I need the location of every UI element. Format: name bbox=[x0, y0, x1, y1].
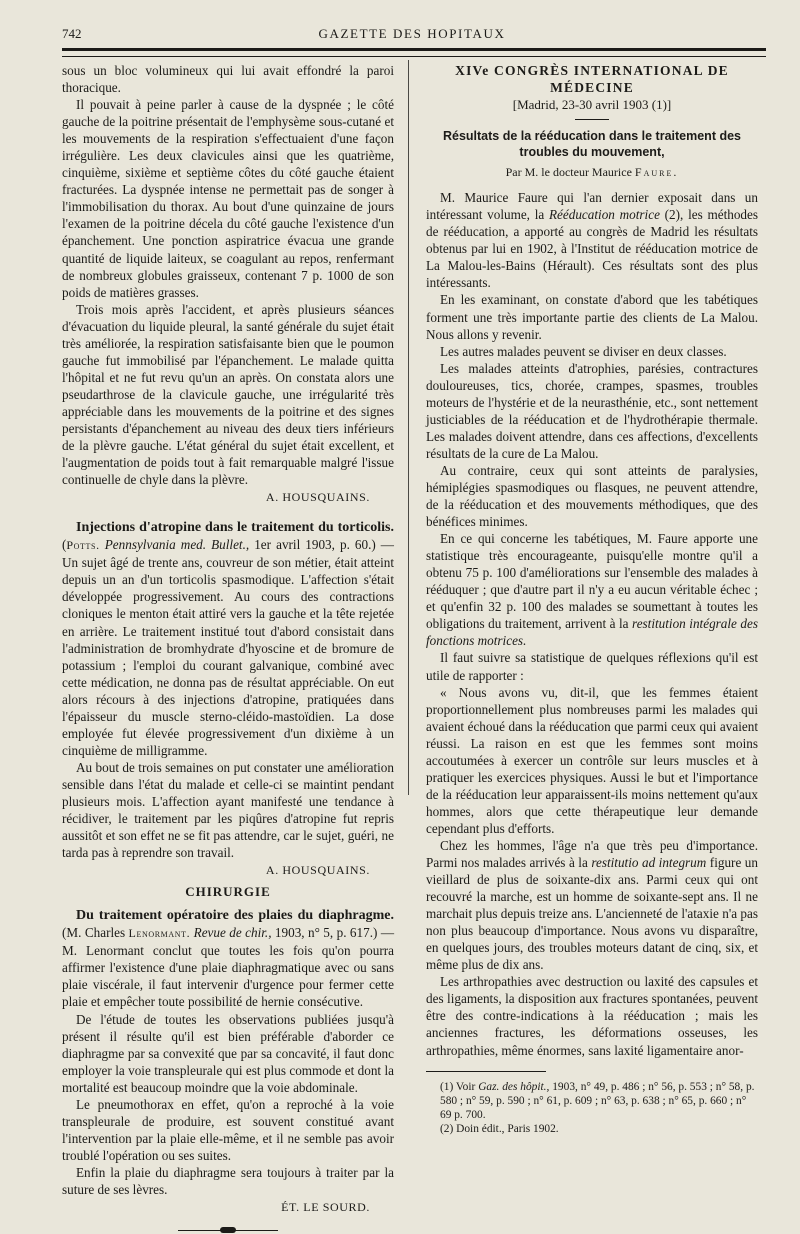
article-atropine: Injections d'atropine dans le traitement du torticolis. (Potts. Pennsylvania med. Bullet., 1er avril 1903, p. 60.) — Un sujet âgé de trente ans, couvreur de son métier, était atteint depuis un an d'un torticolis spasmodique. L'affection s'était développée progressivement. Au cours des contractions cloniques le menton était attiré vers la gauche et la tête rejetée en arrière. Le traitement institué tout d'abord consistait dans l'administration de bromhydrate d'hyoscine et de bromure de potassium ; l'emploi du courant galvanique, combiné avec cette médication, ne donna pas de résultat appréciable. On eut alors récours à des injections d'atropine, pratiquées dans l'épaisseur du muscle sterno-cléido-mastoïdien. La dose employée fut élevée progressivement d'un dixième à un cinquième de milligramme. bbox=[62, 520, 394, 758]
footnote: (2) Doin édit., Paris 1902. bbox=[440, 1122, 559, 1135]
congress-place: [Madrid, 23-30 avril 1903 (1)] bbox=[512, 97, 672, 113]
article-title: Injections d'atropine dans le traitement du torticolis. bbox=[76, 520, 394, 536]
journal-ref: Revue de chir., bbox=[193, 925, 272, 941]
footnotes bbox=[426, 1080, 758, 1136]
right-column bbox=[426, 62, 758, 1136]
paragraph: Enfin la plaie du diaphragme sera toujours à traiter par la suture de ses lèvres. bbox=[62, 1164, 394, 1197]
author-name: Lenormant. bbox=[128, 926, 191, 941]
paragraph: sous un bloc volumineux qui lui avait effondré la paroi thoracique. bbox=[62, 63, 394, 96]
paragraph: Au contraire, ceux qui sont atteints de paralysies, hémiplégies spasmodiques ou flasques, ne peuvent attendre, de la rééducation et des mouvements méthodiques, que des bénéfices minimes. bbox=[426, 462, 758, 530]
paragraph: Il faut suivre sa statistique de quelques réflexions qu'il est utile de rapporter : bbox=[426, 650, 758, 683]
article-title: Du traitement opératoire des plaies du diaphragme. bbox=[76, 908, 394, 924]
congress-title: XIVe CONGRÈS INTERNATIONAL DE MÉDECINE bbox=[455, 63, 729, 96]
paragraph: Les autres malades peuvent se diviser en deux classes. bbox=[440, 343, 727, 359]
article-diaphragme: Du traitement opératoire des plaies du diaphragme. (M. Charles Lenormant. Revue de chir., 1903, n° 5, p. 617.) — M. Lenormant conclut que toutes les fois qu'on pourra affirmer l'existence d'une plaie diaphragmatique avec ou sans plaie viscérale, il faut intervenir d'urgence pour fermer cette plaie et empêcher toute possibilité de hernie consécutive. bbox=[62, 908, 395, 1010]
paragraph: « Nous avons vu, dit-il, que les femmes étaient proportionnellement plus nombreuses parmi les malades qui avaient échoué dans la rééducation que parmi ceux qui avaient réussi. La raison en est que les femmes sont moins accoutumées à exercer un contrôle sur leurs muscles et à pratiquer les exercices physiques. Aussi le but et l'importance de la rééducation leur apparaissent-ils moins nettement qu'aux hommes, alors que cette thérapeutique leur demande cependant plus d'efforts. bbox=[426, 684, 758, 836]
footnote: (1) Voir Gaz. des hôpit., 1903, n° 49, p. 486 ; n° 56, p. 553 ; n° 58, p. 580 ; n° 59, p. 590 ; n° 61, p. 609 ; n° 63, p. 638 ; n° 65, p. 660 ; n° 69 p. 700. bbox=[440, 1080, 755, 1121]
page-number: 742 bbox=[62, 26, 82, 41]
footnote-rule bbox=[426, 1071, 546, 1072]
end-ornament bbox=[178, 1226, 278, 1234]
header-rule-thick bbox=[62, 48, 766, 51]
article-title: Résultats de la rééducation dans le traitement des troubles du mouvement, bbox=[442, 129, 741, 160]
journal-title: GAZETTE DES HOPITAUX bbox=[318, 26, 506, 41]
author-name: Faure. bbox=[634, 165, 679, 180]
signature: A. HOUSQUAINS. bbox=[265, 490, 370, 505]
paragraph: Il pouvait à peine parler à cause de la dyspnée ; le côté gauche de la poitrine présentait de l'emphysème sous-cutané et les mouvements de la respiration s'effectuaient d'une façon irrégulière. Les deux clavicules ainsi que les quatrième, cinquième, sixième et septième côtes du côté gauche étaient fracturées. La dyspnée intense ne permettait pas de songer à l'immobilisation du thorax. Au bout d'une quinzaine de jours l'examen de la poitrine décela du côté gauche l'existence d'un épanchement. Une ponction aspiratrice évacua une grande quantité de liquide laiteux, se coagulant au repos, renfermant de nombreux globules graisseux, contenant 7 p. 1000 de son poids de matières grasses. bbox=[62, 97, 394, 300]
page-header bbox=[62, 26, 762, 46]
paragraph: Les malades atteints d'atrophies, parésies, contractures douloureuses, tics, chorée, crampes, spasmes, troubles moteurs de l'hystérie et de la neurasthénie, etc., sont nettement justiciables de la rééducation et de l'hydrothérapie thermale. Les malades doivent attendre, dans ces affections, d'excellents résultats de la cure de La Malou. bbox=[426, 360, 758, 461]
title-rule bbox=[575, 119, 609, 120]
journal-ref: Pennsylvania med. Bullet., bbox=[104, 537, 250, 553]
header-rule-thin bbox=[62, 56, 766, 57]
paragraph: Le pneumothorax en effet, qu'on a reproché à la voie transpleurale de produire, est souvent constitué avant l'intervention par la plaie elle-même, et il ne semble pas avoir troublé l'opération ou ses suites. bbox=[62, 1096, 394, 1163]
paragraph: En les examinant, on constate d'abord que les tabétiques forment une très importante partie des clients de La Malou. Nous allons y revenir. bbox=[426, 292, 758, 342]
paragraph: Trois mois après l'accident, et après plusieurs séances d'évacuation du liquide pleural, la santé générale du sujet était très améliorée, la respiration satisfaisante bien que le poumon gauche fut immobilisé par l'épanchement. Le malade quitta l'hôpital et ne fut revu qu'un an après. On constata alors une pseudarthrose de la clavicule gauche, une irrégularité très appréciable dans les mouvements de la poitrine et des signes persistants d'épanchement au niveau des deux tiers inférieurs de la plèvre gauche. L'état général du sujet était excellent, et l'augmentation de poids tout à fait remarquable malgré l'issue continuelle de chyle dans la plèvre. bbox=[62, 301, 394, 488]
paragraph: En ce qui concerne les tabétiques, M. Faure apporte une statistique très encourageante, puisqu'elle montre qu'il a obtenu 75 p. 100 d'améliorations sur l'ensemble des malades à rééduquer ; que d'autre part il n'y a eu aucun véritable échec ; et qu'enfin 32 p. 100 des malades se soumettant à toutes les obligations du traitement, arrivent à la restitution intégrale des fonctions motrices. bbox=[426, 531, 759, 649]
paragraph: Chez les hommes, l'âge n'a que très peu d'importance. Parmi nos malades arrivés à la restitutio ad integrum figure un vieillard de plus de soixante-dix ans. Parmi ceux qui ont recouvré la marche, est un homme de soixante-sept ans. Il ne marchait plus depuis treize ans. L'ancienneté de l'ataxie n'a pas non plus beaucoup d'importance. Nous avons vu disparaître, en quelques jours, des troubles moteurs datant de cinq, six, et même plus de dix ans. bbox=[426, 837, 758, 973]
paragraph: M. Maurice Faure qui l'an dernier exposait dans un intéressant volume, la Rééducation motrice (2), les méthodes de rééducation, a apporté au congrès de Madrid les résultats obtenus par lui en 1902, à l'Institut de rééducation motrice de La Malou-les-Bains (Hérault). Ces résultats sont des plus intéressants. bbox=[426, 190, 758, 291]
author-name: Potts. bbox=[66, 538, 100, 553]
section-heading: CHIRURGIE bbox=[185, 884, 271, 900]
column-separator bbox=[408, 60, 409, 795]
signature: A. HOUSQUAINS. bbox=[265, 863, 370, 878]
byline: Par M. le docteur Maurice Faure. bbox=[505, 165, 679, 180]
paragraph: Les arthropathies avec destruction ou laxité des capsules et des ligaments, la disposition aux fractures spontanées, peuvent être des contre-indications à la rééducation ; mais les anciennes fractures, les déformations osseuses, les arthropathies, même énormes, sans laxité ligamentaire anor- bbox=[426, 974, 758, 1058]
paragraph: Au bout de trois semaines on put constater une amélioration sensible dans l'état du malade et celle-ci se maintint pendant plusieurs mois. L'affection ayant manifesté une tendance à récidiver, le traitement par les piqûres d'atropine fut repris aussitôt et son effet ne se fit pas attendre, car le sujet, guéri, ne tarda pas à reprendre son travail. bbox=[62, 759, 394, 861]
paragraph: De l'étude de toutes les observations publiées jusqu'à présent il résulte qu'il est bien préférable d'aborder ce diaphragme par sa convexité que par sa concavité, il faut donc employer la voie transpleurale qui est plus commode et dont la mortalité est beaucoup moindre que la voie abdominale. bbox=[62, 1011, 394, 1095]
left-column bbox=[62, 62, 394, 1234]
signature: ÉT. LE SOURD. bbox=[281, 1200, 370, 1215]
